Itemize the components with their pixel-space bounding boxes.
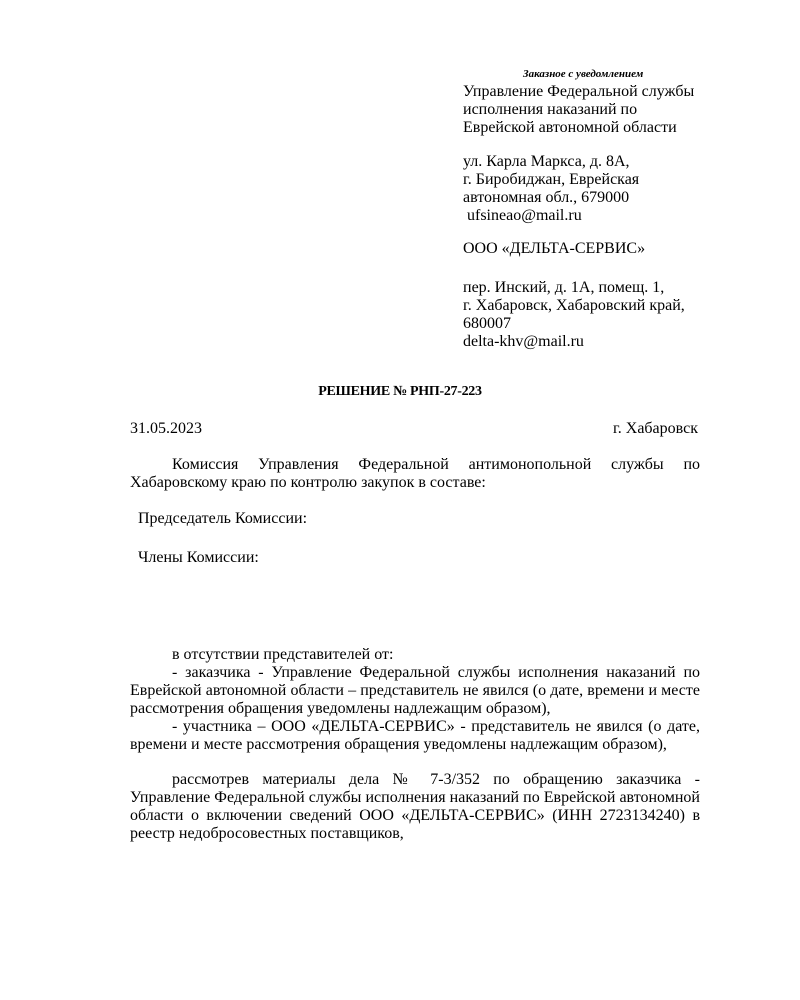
recipient2-email: delta-khv@mail.ru	[463, 333, 584, 350]
absence-customer: - заказчика - Управление Федеральной службы исполнения наказаний по Еврейской автономной области – представитель не явился (о дате, времени и месте рассмотрения обращения уведомлены надлежащим образом),	[130, 664, 700, 717]
recipient2-name: ООО «ДЕЛЬТА-СЕРВИС»	[463, 240, 646, 257]
recipient1-address	[463, 153, 763, 225]
recipient2-address-line: г. Хабаровск, Хабаровский край,	[463, 297, 685, 314]
absence-lead: в отсутствии представителей от:	[172, 646, 394, 663]
recipient1-name-line: исполнения наказаний по	[463, 101, 638, 118]
recipient2-address-line: 680007	[463, 315, 511, 332]
recipient1-name-line: Еврейской автономной области	[463, 119, 677, 136]
recipient1-name	[463, 83, 763, 137]
decision-date: 31.05.2023	[130, 420, 202, 437]
absence-section	[130, 646, 700, 754]
chairman-label: Председатель Комиссии:	[138, 510, 308, 527]
members-label: Члены Комиссии:	[138, 549, 259, 566]
recipient1-address-line: ул. Карла Маркса, д. 8А,	[463, 153, 630, 170]
absence-participant: - участника – ООО «ДЕЛЬТА-СЕРВИС» - представитель не явился (о дате, времени и месте рассмотрения обращения уведомлены надлежащим образом),	[130, 718, 700, 753]
registered-mail-note: Заказное с уведомлением	[523, 68, 644, 80]
recipient1-address-line: г. Биробиджан, Еврейская	[463, 171, 640, 188]
decision-city: г. Хабаровск	[613, 420, 698, 437]
considered-paragraph: рассмотрев материалы дела № 7-3/352 по обращению заказчика - Управление Федеральной службы исполнения наказаний по Еврейской автономной области о включении сведений ООО «ДЕЛЬТА-СЕРВИС» (ИНН 2723134240) в реестр недобросовестных поставщиков,	[130, 771, 700, 842]
recipient2-address-line: пер. Инский, д. 1А, помещ. 1,	[463, 279, 665, 296]
recipient2-address	[463, 279, 763, 351]
recipient1-name-line: Управление Федеральной службы	[463, 83, 695, 100]
recipient1-email: ufsineao@mail.ru	[463, 207, 582, 224]
decision-title: РЕШЕНИЕ № РНП-27-223	[318, 384, 482, 399]
recipient1-address-line: автономная обл., 679000	[463, 189, 630, 206]
commission-intro: Комиссия Управления Федеральной антимонопольной службы по Хабаровскому краю по контролю закупок в составе:	[130, 456, 700, 491]
